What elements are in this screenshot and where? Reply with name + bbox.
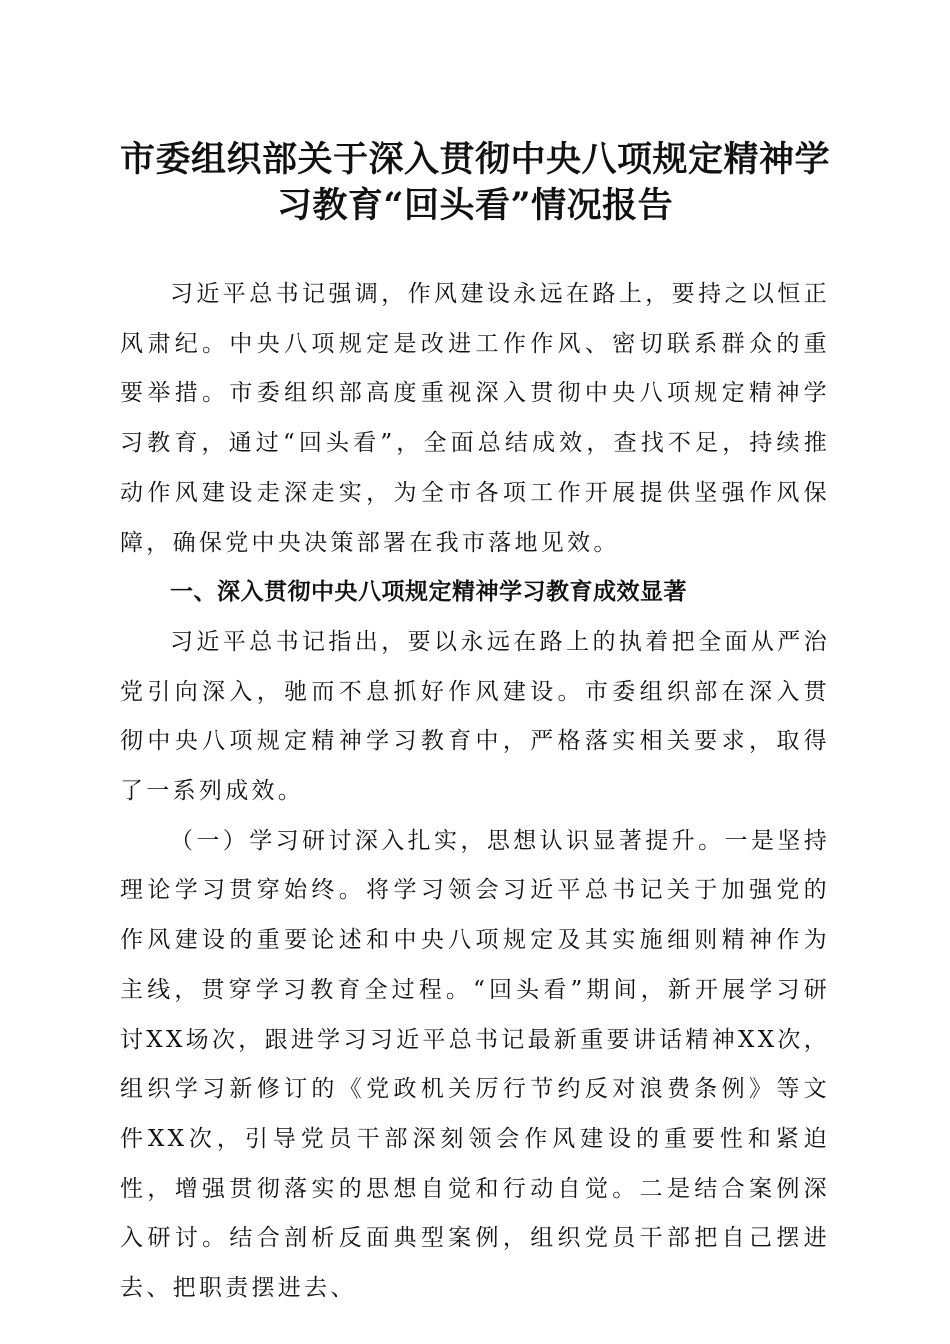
document-title-line-1: 市委组织部关于深入贯彻中央八项规定精神学 [119,139,830,180]
document-title-line-2: 习教育“回头看”情况报告 [276,185,674,226]
subsection-1-paragraph: （一）学习研讨深入扎实，思想认识显著提升。一是坚持理论学习贯穿始终。将学习领会习近平总书记关于加强党的作风建设的重要论述和中央八项规定及其实施细则精神作为主线，贯穿学习教育全过程。“回头看”期间，新开展学习研讨XX场次，跟进学习习近平总书记最新重要讲话精神XX次，组织学习新修订的《党政机关厉行节约反对浪费条例》等文件XX次，引导党员干部深刻领会作风建设的重要性和紧迫性，增强贯彻落实的思想自觉和行动自觉。二是结合案例深入研讨。结合剖析反面典型案例，组织党员干部把自己摆进去、把职责摆进去、 [120,827,830,1302]
section-1-paragraph: 习近平总书记指出，要以永远在路上的执着把全面从严治党引向深入，驰而不息抓好作风建设。市委组织部在深入贯彻中央八项规定精神学习教育中，严格落实相关要求，取得了一系列成效。 [120,628,830,805]
intro-paragraph: 习近平总书记强调，作风建设永远在路上，要持之以恒正风肃纪。中央八项规定是改进工作作风、密切联系群众的重要举措。市委组织部高度重视深入贯彻中央八项规定精神学习教育，通过“回头看”，全面总结成效，查找不足，持续推动作风建设走深走实，为全市各项工作开展提供坚强作风保障，确保党中央决策部署在我市落地见效。 [120,281,830,556]
document-body [120,270,830,1314]
section-heading-1: 一、深入贯彻中央八项规定精神学习教育成效显著 [170,579,687,606]
